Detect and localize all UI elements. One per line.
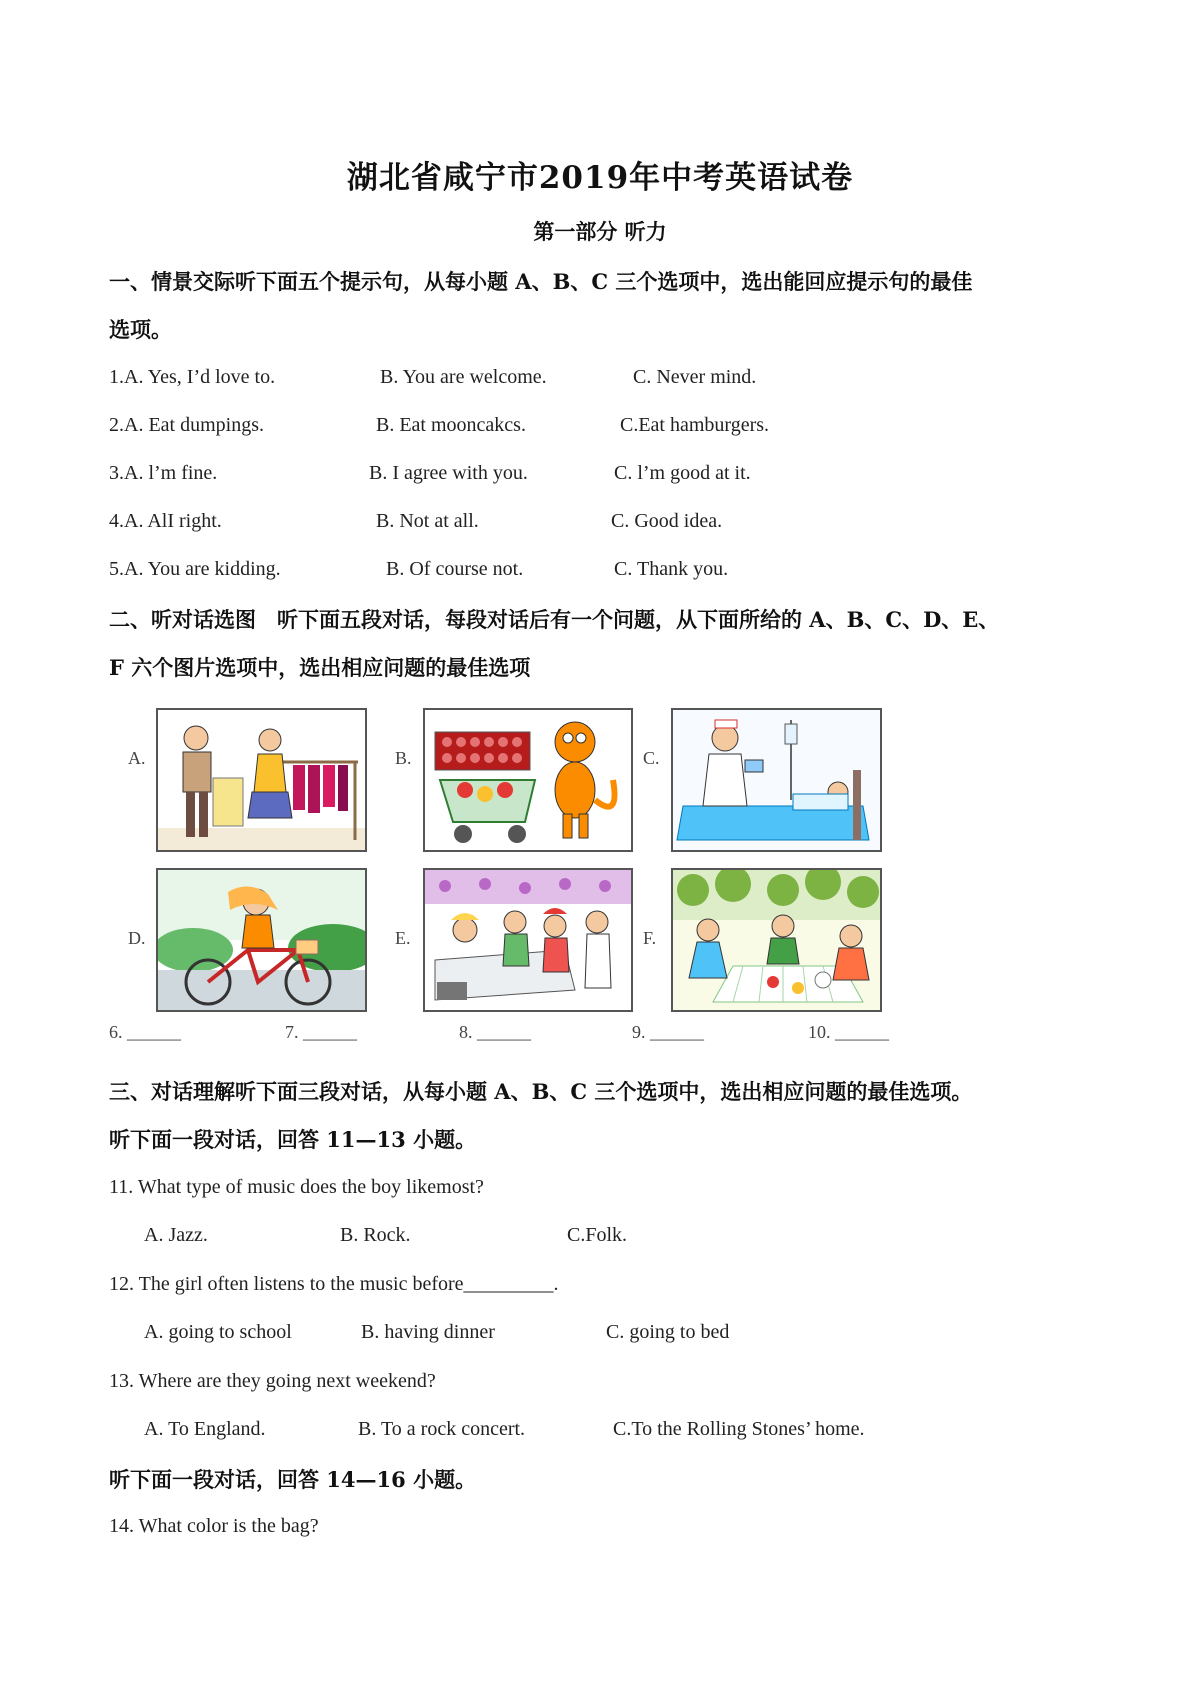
q3-option-a: 3.A. l’m fine. — [109, 462, 218, 484]
picture-label-e: E. — [395, 928, 411, 948]
q11-option-b: B. Rock. — [340, 1224, 411, 1246]
q2-option-a: 2.A. Eat dumpings. — [109, 414, 264, 436]
part-subtitle: 第一部分 听力 — [533, 219, 667, 244]
q12-stem: 12. The girl often listens to the music before_________. — [109, 1273, 559, 1295]
q14-stem: 14. What color is the bag? — [109, 1515, 319, 1537]
picture-label-a: A. — [128, 748, 146, 768]
picture-label-b: B. — [395, 748, 412, 768]
q4-option-c: C. Good idea. — [611, 510, 723, 532]
q12-option-b: B. having dinner — [361, 1321, 495, 1343]
q3-option-b: B. I agree with you. — [369, 462, 528, 484]
q5-option-c: C. Thank you. — [614, 558, 729, 580]
section2-heading: 二、听对话选图 听下面五段对话，每段对话后有一个问题，从下面所给的 A、B、C、D、E、 — [109, 607, 1000, 632]
section3-heading: 三、对话理解听下面三段对话，从每小题 A、B、C 三个选项中，选出相应问题的最佳选项。 — [109, 1079, 973, 1104]
q13-option-c: C.To the Rolling Stones’ home. — [613, 1418, 865, 1440]
q12-option-a: A. going to school — [144, 1321, 292, 1343]
picnic-picture — [671, 868, 882, 1012]
section1-heading: 一、情景交际听下面五个提示句，从每小题 A、B、C 三个选项中，选出能回应提示句的最佳 — [109, 269, 973, 294]
q4-option-a: 4.A. AlI right. — [109, 510, 222, 532]
q5-option-a: 5.A. You are kidding. — [109, 558, 281, 580]
q2-option-c: C.Eat hamburgers. — [620, 414, 770, 436]
q1-option-c: C. Never mind. — [633, 366, 757, 388]
q13-option-a: A. To England. — [144, 1418, 266, 1440]
answer-blank-6: 6. ______ — [109, 1022, 181, 1042]
cat-shopping-cart-picture — [423, 708, 633, 852]
dialog2-heading: 听下面一段对话，回答 14—16 小题。 — [109, 1467, 477, 1492]
clothes-shopping-picture — [156, 708, 367, 852]
q11-stem: 11. What type of music does the boy likemost? — [109, 1176, 484, 1198]
q13-option-b: B. To a rock concert. — [358, 1418, 526, 1440]
girl-riding-bike-picture — [156, 868, 367, 1012]
q11-option-a: A. Jazz. — [144, 1224, 208, 1246]
answer-blank-10: 10. ______ — [808, 1022, 889, 1042]
q3-option-c: C. l’m good at it. — [614, 462, 751, 484]
answer-blank-7: 7. ______ — [285, 1022, 357, 1042]
answer-blank-8: 8. ______ — [459, 1022, 531, 1042]
nurse-patient-picture — [671, 708, 882, 852]
q12-option-c: C. going to bed — [606, 1321, 730, 1343]
picture-label-f: F. — [643, 928, 657, 948]
q11-option-c: C.Folk. — [567, 1224, 628, 1246]
q5-option-b: B. Of course not. — [386, 558, 524, 580]
page-title: 湖北省咸宁市2019年中考英语试卷 — [346, 160, 854, 196]
dialog1-heading: 听下面一段对话，回答 11—13 小题。 — [109, 1127, 477, 1152]
q13-stem: 13. Where are they going next weekend? — [109, 1370, 436, 1392]
picture-label-d: D. — [128, 928, 146, 948]
visiting-patient-picture — [423, 868, 633, 1012]
picture-label-c: C. — [643, 748, 660, 768]
section1-heading-cont: 选项。 — [109, 317, 172, 342]
q2-option-b: B. Eat mooncakcs. — [376, 414, 526, 436]
section2-heading-cont: F 六个图片选项中，选出相应问题的最佳选项 — [109, 655, 531, 680]
q1-option-a: 1.A. Yes, I’d love to. — [109, 366, 276, 388]
q1-option-b: B. You are welcome. — [380, 366, 547, 388]
answer-blank-9: 9. ______ — [632, 1022, 704, 1042]
q4-option-b: B. Not at all. — [376, 510, 479, 532]
